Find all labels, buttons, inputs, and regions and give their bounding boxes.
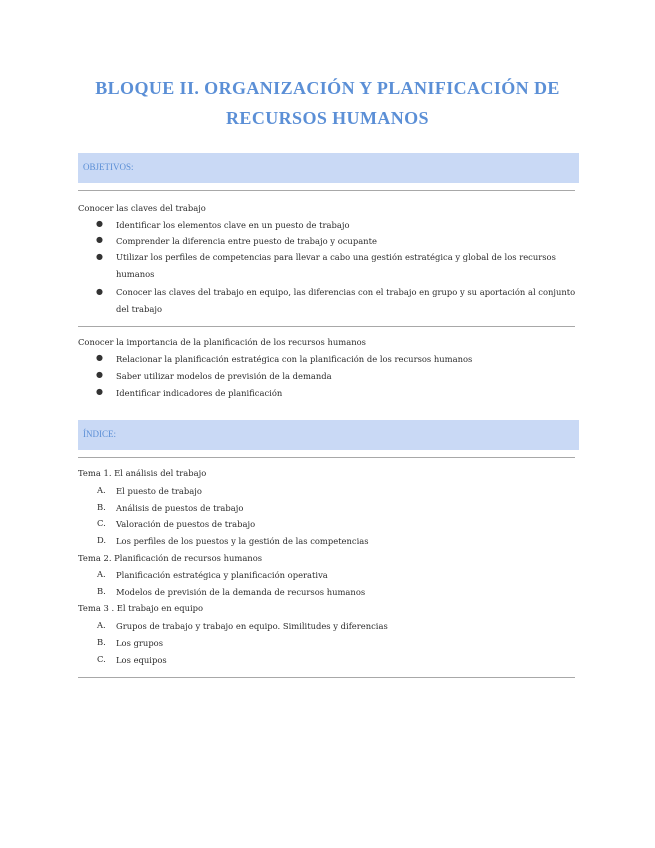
objetivo-item: Identificar indicadores de planificación	[116, 388, 283, 398]
bullet-icon: ●	[96, 287, 103, 296]
tema-title: Tema 1. El análisis del trabajo	[78, 468, 207, 478]
tema-item: Los grupos	[116, 638, 164, 648]
tema-item: Los perfiles de los puestos y la gestión de las competencias	[116, 536, 369, 546]
page-title-line-2: RECURSOS HUMANOS	[226, 108, 429, 128]
item-letter: C.	[97, 654, 106, 664]
item-letter: B.	[97, 502, 106, 512]
tema-item: Análisis de puestos de trabajo	[116, 503, 244, 513]
tema-title: Tema 3 . El trabajo en equipo	[78, 603, 204, 613]
item-letter: A.	[97, 569, 106, 579]
objetivo-item: Comprender la diferencia entre puesto de trabajo y ocupante	[116, 236, 377, 246]
tema-item: Valoración de puestos de trabajo	[116, 519, 256, 529]
bullet-icon: ●	[96, 353, 103, 362]
indice-header	[78, 420, 579, 450]
item-letter: A.	[97, 620, 106, 630]
tema-item: Planificación estratégica y planificación operativa	[116, 570, 328, 580]
objetivos-group1-intro: Conocer las claves del trabajo	[78, 203, 206, 213]
bullet-icon: ●	[96, 235, 103, 244]
objetivo-item: Saber utilizar modelos de previsión de la demanda	[116, 371, 332, 381]
tema-item: Los equipos	[116, 655, 167, 665]
tema-item: El puesto de trabajo	[116, 486, 202, 496]
divider	[78, 190, 575, 191]
objetivos-heading: OBJETIVOS:	[83, 162, 134, 172]
page-title-line-1: BLOQUE II. ORGANIZACIÓN Y PLANIFICACIÓN DE	[95, 78, 560, 98]
divider	[78, 457, 575, 458]
bullet-icon: ●	[96, 252, 103, 261]
tema-title: Tema 2. Planificación de recursos humanos	[78, 553, 263, 563]
indice-heading: ÍNDICE:	[83, 429, 116, 439]
objetivo-item: Relacionar la planificación estratégica con la planificación de los recursos humanos	[116, 354, 473, 364]
tema-item: Grupos de trabajo y trabajo en equipo. Similitudes y diferencias	[116, 621, 388, 631]
item-letter: D.	[97, 535, 107, 545]
divider	[78, 677, 575, 678]
bullet-icon: ●	[96, 387, 103, 396]
item-letter: B.	[97, 586, 106, 596]
item-letter: A.	[97, 485, 106, 495]
objetivo-item: Utilizar los perfiles de competencias para llevar a cabo una gestión estratégica y global de los recursos humanos	[116, 252, 556, 279]
item-letter: B.	[97, 637, 106, 647]
tema-item: Modelos de previsión de la demanda de recursos humanos	[116, 587, 366, 597]
bullet-icon: ●	[96, 219, 103, 228]
objetivo-item: Identificar los elementos clave en un puesto de trabajo	[116, 220, 350, 230]
objetivo-item: Conocer las claves del trabajo en equipo, las diferencias con el trabajo en grupo y su aportación al conjunto del trabajo	[116, 287, 576, 314]
item-letter: C.	[97, 518, 106, 528]
divider	[78, 326, 575, 327]
objetivos-header	[78, 153, 579, 183]
bullet-icon: ●	[96, 370, 103, 379]
objetivos-group2-intro: Conocer la importancia de la planificación de los recursos humanos	[78, 337, 366, 347]
